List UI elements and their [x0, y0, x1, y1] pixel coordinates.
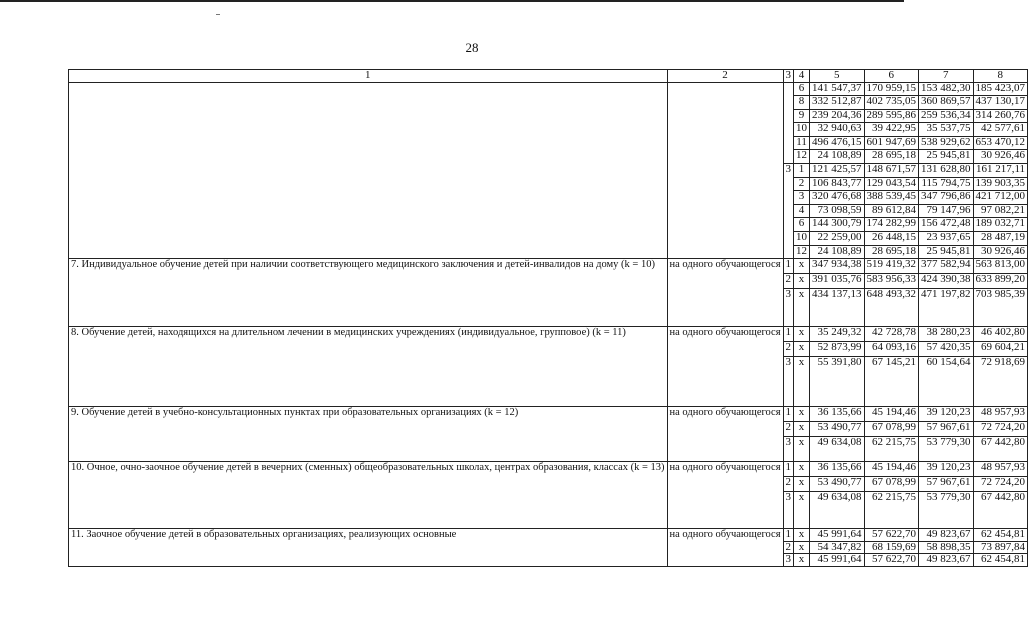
group-cell: 3 [783, 437, 794, 462]
value-cell: 55 391,80 [810, 357, 865, 407]
value-cell: 79 147,96 [919, 204, 974, 218]
subgroup-cell: 6 [794, 82, 810, 96]
value-cell: 115 794,75 [919, 177, 974, 191]
subgroup-cell: х [794, 541, 810, 554]
value-cell: 73 098,59 [810, 204, 865, 218]
group-cell: 2 [783, 274, 794, 289]
table-row [69, 259, 1028, 274]
table-row [69, 327, 1028, 342]
value-cell: 57 967,61 [919, 477, 974, 492]
section-unit-cell: на одного обучающегося [667, 259, 783, 327]
group-cell: 3 [783, 357, 794, 407]
subgroup-cell: 2 [794, 177, 810, 191]
value-cell: 332 512,87 [810, 96, 865, 110]
value-cell: 60 154,64 [919, 357, 974, 407]
value-cell: 53 490,77 [810, 422, 865, 437]
value-cell: 48 957,93 [973, 462, 1028, 477]
value-cell: 22 259,00 [810, 232, 865, 246]
value-cell: 391 035,76 [810, 274, 865, 289]
value-cell: 52 873,99 [810, 342, 865, 357]
value-cell: 347 796,86 [919, 191, 974, 205]
value-cell: 289 595,86 [864, 109, 919, 123]
value-cell: 360 869,57 [919, 96, 974, 110]
value-cell: 45 194,46 [864, 407, 919, 422]
value-cell: 54 347,82 [810, 541, 865, 554]
value-cell: 62 454,81 [973, 529, 1028, 542]
group-cell: 1 [783, 529, 794, 542]
subgroup-cell: 6 [794, 218, 810, 232]
value-cell: 57 622,70 [864, 554, 919, 567]
value-cell: 30 926,46 [973, 150, 1028, 164]
value-cell: 25 945,81 [919, 150, 974, 164]
value-cell: 35 537,75 [919, 123, 974, 137]
subgroup-cell: х [794, 259, 810, 274]
value-cell: 58 898,35 [919, 541, 974, 554]
value-cell: 601 947,69 [864, 136, 919, 150]
subgroup-cell: х [794, 437, 810, 462]
value-cell: 57 622,70 [864, 529, 919, 542]
value-cell: 68 159,69 [864, 541, 919, 554]
section-title-cell: 8. Обучение детей, находящихся на длительном лечении в медицинских учреждениях (индивидуальное, групповое) (k = 11) [69, 327, 668, 407]
group-cell: 1 [783, 407, 794, 422]
value-cell: 653 470,12 [973, 136, 1028, 150]
subgroup-cell: х [794, 462, 810, 477]
value-cell: 45 194,46 [864, 462, 919, 477]
value-cell: 38 280,23 [919, 327, 974, 342]
value-cell: 42 728,78 [864, 327, 919, 342]
value-cell: 72 918,69 [973, 357, 1028, 407]
value-cell: 49 634,08 [810, 437, 865, 462]
value-cell: 67 078,99 [864, 477, 919, 492]
value-cell: 434 137,13 [810, 289, 865, 327]
subgroup-cell: 9 [794, 109, 810, 123]
value-cell: 23 937,65 [919, 232, 974, 246]
value-cell: 89 612,84 [864, 204, 919, 218]
subgroup-cell: 8 [794, 96, 810, 110]
value-cell: 39 120,23 [919, 462, 974, 477]
group-cell: 1 [783, 259, 794, 274]
subgroup-cell: х [794, 529, 810, 542]
value-cell: 97 082,21 [973, 204, 1028, 218]
value-cell: 538 929,62 [919, 136, 974, 150]
subgroup-cell: х [794, 327, 810, 342]
subgroup-cell: х [794, 422, 810, 437]
value-cell: 139 903,35 [973, 177, 1028, 191]
value-cell: 314 260,76 [973, 109, 1028, 123]
value-cell: 388 539,45 [864, 191, 919, 205]
section-unit-cell: на одного обучающегося [667, 327, 783, 407]
value-cell: 49 823,67 [919, 554, 974, 567]
value-cell: 153 482,30 [919, 82, 974, 96]
group-cell: 3 [783, 492, 794, 529]
value-cell: 67 442,80 [973, 437, 1028, 462]
table-row [69, 462, 1028, 477]
value-cell: 28 695,18 [864, 150, 919, 164]
value-cell: 185 423,07 [973, 82, 1028, 96]
value-cell: 189 032,71 [973, 218, 1028, 232]
value-cell: 49 823,67 [919, 529, 974, 542]
value-cell: 28 695,18 [864, 245, 919, 259]
value-cell: 53 779,30 [919, 437, 974, 462]
value-cell: 519 419,32 [864, 259, 919, 274]
subgroup-cell: 11 [794, 136, 810, 150]
value-cell: 174 282,99 [864, 218, 919, 232]
section-unit-cell: на одного обучающегося [667, 529, 783, 567]
value-cell: 496 476,15 [810, 136, 865, 150]
group-cell [783, 82, 794, 164]
value-cell: 239 204,36 [810, 109, 865, 123]
section-title-cell: 7. Индивидуальное обучение детей при наличии соответствующего медицинского заключения и детей-инвалидов на дому (k = 10) [69, 259, 668, 327]
group-cell: 2 [783, 342, 794, 357]
value-cell: 156 472,48 [919, 218, 974, 232]
value-cell: 26 448,15 [864, 232, 919, 246]
subgroup-cell: х [794, 342, 810, 357]
value-cell: 106 843,77 [810, 177, 865, 191]
group-cell: 2 [783, 422, 794, 437]
subgroup-cell: 3 [794, 191, 810, 205]
value-cell: 648 493,32 [864, 289, 919, 327]
value-cell: 471 197,82 [919, 289, 974, 327]
header-col-1: 1 [69, 70, 668, 83]
value-cell: 57 420,35 [919, 342, 974, 357]
table-row [69, 529, 1028, 542]
header-col-6: 6 [864, 70, 919, 83]
value-cell: 633 899,20 [973, 274, 1028, 289]
value-cell: 39 422,95 [864, 123, 919, 137]
value-cell: 39 120,23 [919, 407, 974, 422]
value-cell: 57 967,61 [919, 422, 974, 437]
header-col-8: 8 [973, 70, 1028, 83]
table-body [69, 70, 1028, 567]
value-cell: 67 078,99 [864, 422, 919, 437]
page-number: 28 [465, 40, 479, 55]
subgroup-cell: х [794, 407, 810, 422]
group-cell: 1 [783, 462, 794, 477]
fee-table [68, 69, 1028, 567]
value-cell: 72 724,20 [973, 477, 1028, 492]
value-cell: 347 934,38 [810, 259, 865, 274]
value-cell: 402 735,05 [864, 96, 919, 110]
value-cell: 32 940,63 [810, 123, 865, 137]
subgroup-cell: 12 [794, 150, 810, 164]
value-cell: 46 402,80 [973, 327, 1028, 342]
value-cell: 67 145,21 [864, 357, 919, 407]
value-cell: 259 536,34 [919, 109, 974, 123]
subgroup-cell: х [794, 274, 810, 289]
value-cell: 161 217,11 [973, 164, 1028, 178]
group-cell: 3 [783, 554, 794, 567]
group-cell: 3 [783, 164, 794, 259]
section-unit-cell: на одного обучающегося [667, 462, 783, 529]
value-cell: 64 093,16 [864, 342, 919, 357]
value-cell: 62 215,75 [864, 437, 919, 462]
subgroup-cell: 10 [794, 123, 810, 137]
value-cell: 144 300,79 [810, 218, 865, 232]
section-title-cell: 9. Обучение детей в учебно-консультационных пунктах при образовательных организациях (k = 12) [69, 407, 668, 462]
page-top-border [0, 0, 904, 2]
value-cell: 53 779,30 [919, 492, 974, 529]
value-cell: 131 628,80 [919, 164, 974, 178]
table-row [69, 407, 1028, 422]
value-cell: 69 604,21 [973, 342, 1028, 357]
section-title-cell: 10. Очное, очно-заочное обучение детей в вечерних (сменных) общеобразовательных школах, центрах образования, классах (k = 13) [69, 462, 668, 529]
continuation-unit-cell [667, 82, 783, 259]
table-row [69, 82, 1028, 96]
value-cell: 28 487,19 [973, 232, 1028, 246]
group-cell: 3 [783, 289, 794, 327]
value-cell: 42 577,61 [973, 123, 1028, 137]
subgroup-cell: х [794, 554, 810, 567]
subgroup-cell: х [794, 492, 810, 529]
subgroup-cell: 12 [794, 245, 810, 259]
value-cell: 62 454,81 [973, 554, 1028, 567]
value-cell: 62 215,75 [864, 492, 919, 529]
value-cell: 170 959,15 [864, 82, 919, 96]
value-cell: 73 897,84 [973, 541, 1028, 554]
value-cell: 148 671,57 [864, 164, 919, 178]
value-cell: 45 991,64 [810, 554, 865, 567]
value-cell: 72 724,20 [973, 422, 1028, 437]
value-cell: 49 634,08 [810, 492, 865, 529]
value-cell: 45 991,64 [810, 529, 865, 542]
value-cell: 583 956,33 [864, 274, 919, 289]
continuation-title-cell [69, 82, 668, 259]
value-cell: 53 490,77 [810, 477, 865, 492]
value-cell: 36 135,66 [810, 462, 865, 477]
value-cell: 36 135,66 [810, 407, 865, 422]
subgroup-cell: 1 [794, 164, 810, 178]
section-title-cell: 11. Заочное обучение детей в образовательных организациях, реализующих основные [69, 529, 668, 567]
value-cell: 320 476,68 [810, 191, 865, 205]
value-cell: 703 985,39 [973, 289, 1028, 327]
table-header-row [69, 70, 1028, 83]
group-cell: 2 [783, 541, 794, 554]
value-cell: 24 108,89 [810, 150, 865, 164]
group-cell: 2 [783, 477, 794, 492]
header-col-7: 7 [919, 70, 974, 83]
header-col-4: 4 [794, 70, 810, 83]
group-cell: 1 [783, 327, 794, 342]
value-cell: 121 425,57 [810, 164, 865, 178]
value-cell: 24 108,89 [810, 245, 865, 259]
value-cell: 25 945,81 [919, 245, 974, 259]
value-cell: 48 957,93 [973, 407, 1028, 422]
subgroup-cell: х [794, 289, 810, 327]
value-cell: 437 130,17 [973, 96, 1028, 110]
section-unit-cell: на одного обучающегося [667, 407, 783, 462]
value-cell: 67 442,80 [973, 492, 1028, 529]
header-col-2: 2 [667, 70, 783, 83]
scan-mark [216, 14, 220, 15]
value-cell: 35 249,32 [810, 327, 865, 342]
subgroup-cell: 4 [794, 204, 810, 218]
subgroup-cell: х [794, 357, 810, 407]
subgroup-cell: х [794, 477, 810, 492]
header-col-5: 5 [810, 70, 865, 83]
value-cell: 377 582,94 [919, 259, 974, 274]
value-cell: 141 547,37 [810, 82, 865, 96]
subgroup-cell: 10 [794, 232, 810, 246]
value-cell: 563 813,00 [973, 259, 1028, 274]
value-cell: 424 390,38 [919, 274, 974, 289]
value-cell: 129 043,54 [864, 177, 919, 191]
value-cell: 30 926,46 [973, 245, 1028, 259]
value-cell: 421 712,00 [973, 191, 1028, 205]
header-col-3: 3 [783, 70, 794, 83]
